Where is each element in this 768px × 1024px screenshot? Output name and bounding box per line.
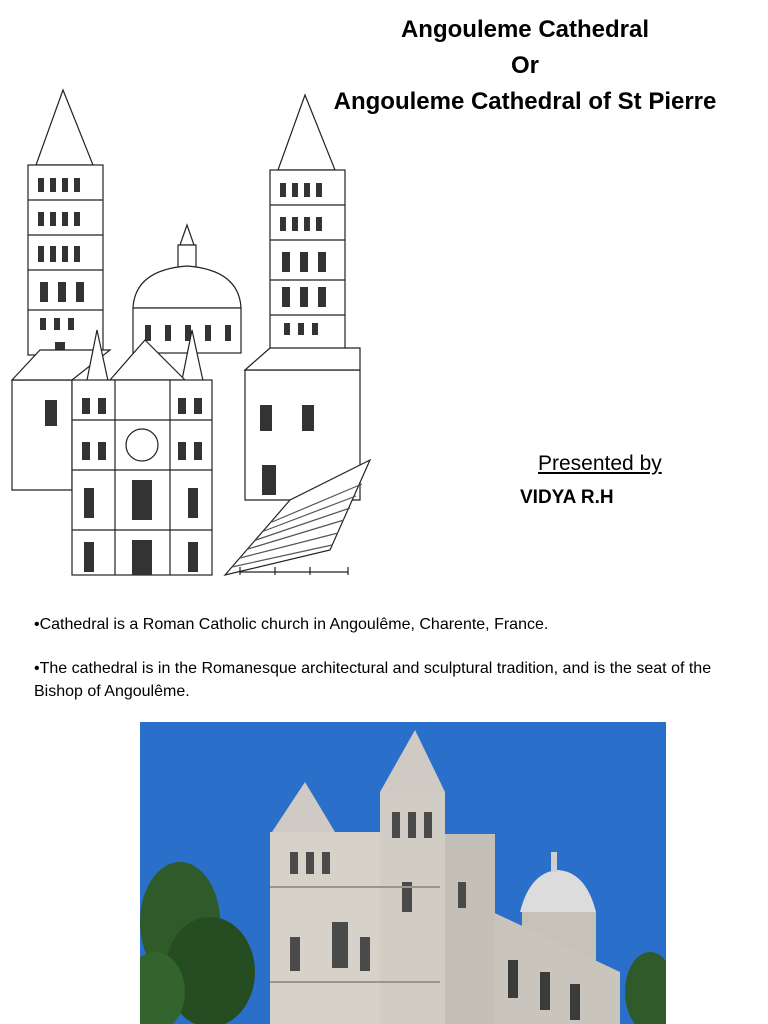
- title-line-3: Angouleme Cathedral of St Pierre: [333, 88, 717, 115]
- presented-by-label: Presented by: [538, 452, 662, 475]
- facade: [72, 330, 212, 575]
- bullet-1: •Cathedral is a Roman Catholic church in Angoulême, Charente, France.: [34, 616, 549, 633]
- cathedral-sketch: [0, 80, 380, 580]
- cathedral-photo: [140, 722, 666, 1024]
- title-line-1: Angouleme Cathedral: [400, 16, 650, 43]
- bullet-2: •The cathedral is in the Romanesque architectural and sculptural tradition, and is the seat of the Bishop of Angoulême.: [34, 660, 712, 700]
- title-line-2: Or: [510, 52, 539, 79]
- scale-bar: [240, 567, 348, 575]
- dome: [133, 225, 241, 353]
- right-tower: [270, 95, 345, 370]
- left-tower: [28, 90, 103, 362]
- presenter-name: VIDYA R.H: [520, 487, 614, 508]
